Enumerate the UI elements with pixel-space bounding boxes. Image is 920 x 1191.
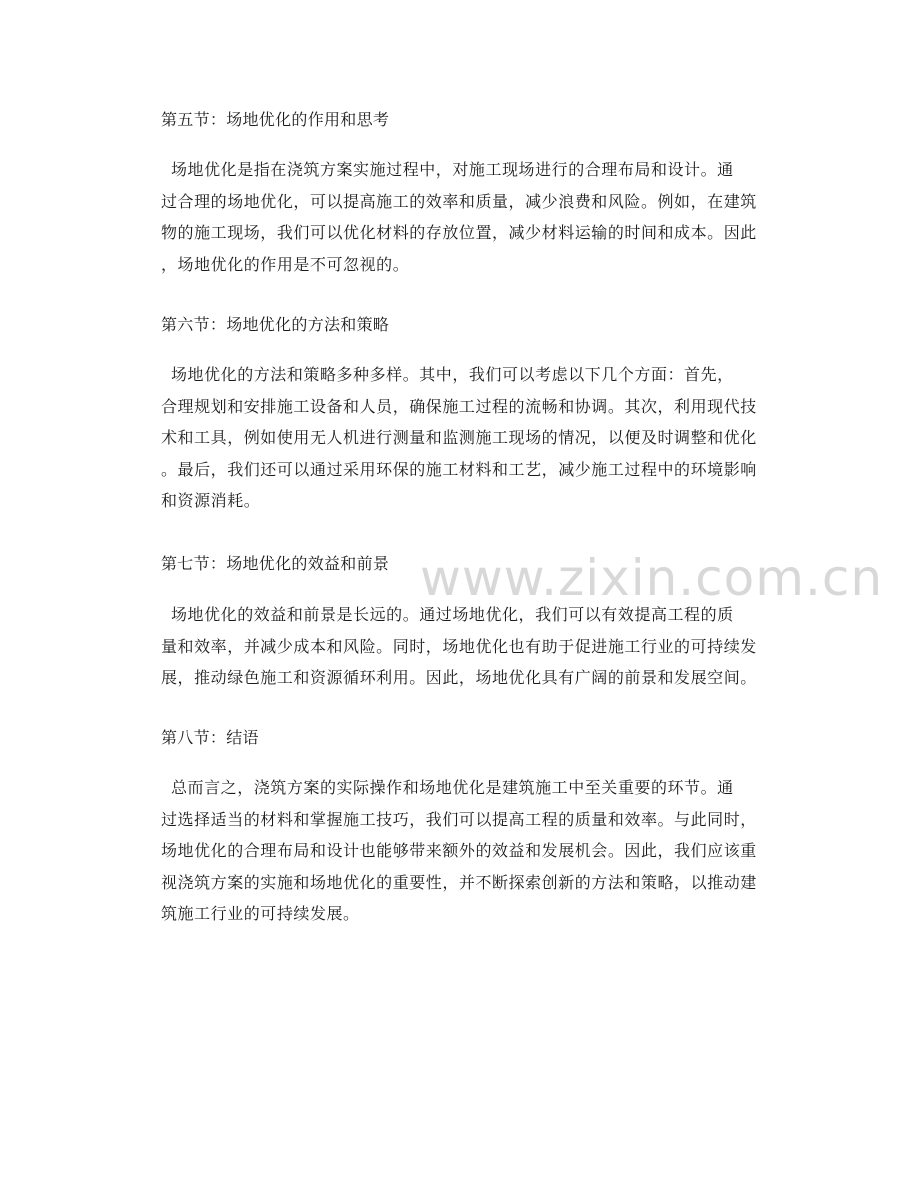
section-heading-7: 第七节：场地优化的效益和前景	[161, 554, 390, 573]
paragraph-line: 场地优化的合理布局和设计也能够带来额外的效益和发展机会。因此，我们应该重	[161, 841, 757, 860]
section-heading-8: 第八节：结语	[161, 728, 259, 747]
paragraph-line: 总而言之，浇筑方案的实际操作和场地优化是建筑施工中至关重要的环节。通	[171, 778, 734, 797]
paragraph-line: 展，推动绿色施工和资源循环利用。因此，场地优化具有广阔的前景和发展空间。	[161, 668, 757, 687]
paragraph-line: 物的施工现场，我们可以优化材料的存放位置，减少材料运输的时间和成本。因此	[161, 223, 757, 242]
paragraph-line: 量和效率，并减少成本和风险。同时，场地优化也有助于促进施工行业的可持续发	[161, 636, 757, 656]
paragraph-line: ，场地优化的作用是不可忽视的。	[161, 254, 410, 274]
section-heading-5: 第五节：场地优化的作用和思考	[161, 110, 390, 129]
paragraph-line: 场地优化的方法和策略多种多样。其中，我们可以考虑以下几个方面：首先，	[171, 365, 734, 384]
paragraph-line: 。最后，我们还可以通过采用环保的施工材料和工艺，减少施工过程中的环境影响	[161, 459, 757, 479]
watermark: www.zixin.com.cn	[420, 549, 884, 607]
section-heading-6: 第六节：场地优化的方法和策略	[161, 315, 390, 334]
paragraph-line: 筑施工行业的可持续发展。	[161, 904, 360, 923]
paragraph-line: 和资源消耗。	[161, 491, 261, 510]
section-paragraph-7	[161, 599, 766, 694]
paragraph-line: 过选择适当的材料和掌握施工技巧，我们可以提高工程的质量和效率。与此同时，	[161, 809, 757, 829]
paragraph-line: 视浇筑方案的实施和场地优化的重要性，并不断探索创新的方法和策略，以推动建	[161, 872, 757, 892]
paragraph-line: 合理规划和安排施工设备和人员，确保施工过程的流畅和协调。其次，利用现代技	[161, 396, 757, 416]
paragraph-line: 过合理的场地优化，可以提高施工的效率和质量，减少浪费和风险。例如，在建筑	[161, 191, 757, 211]
paragraph-line: 场地优化是指在浇筑方案实施过程中，对施工现场进行的合理布局和设计。通	[171, 160, 734, 179]
section-paragraph-8	[161, 772, 766, 930]
section-paragraph-5	[161, 154, 766, 280]
paragraph-line: 场地优化的效益和前景是长远的。通过场地优化，我们可以有效提高工程的质	[171, 605, 734, 624]
paragraph-line: 术和工具，例如使用无人机进行测量和监测施工现场的情况，以便及时调整和优化	[161, 428, 757, 447]
section-paragraph-6	[161, 359, 766, 517]
